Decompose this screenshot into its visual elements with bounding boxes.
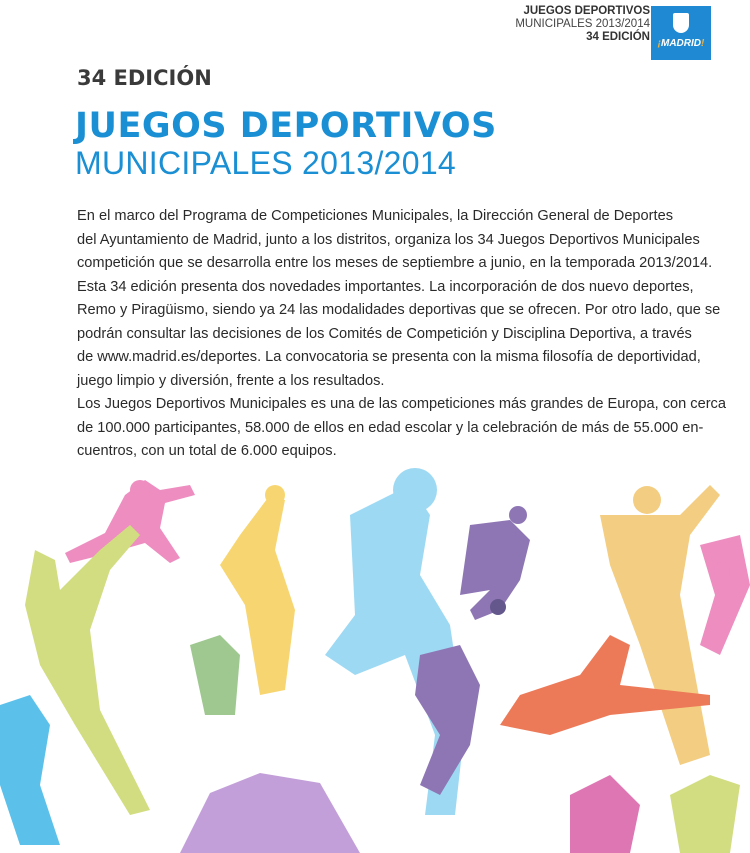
body-line: de www.madrid.es/deportes. La convocatoria se presenta con la misma filosofía de deportividad, — [77, 349, 701, 365]
header-line-3: 34 EDICIÓN — [586, 31, 650, 43]
header-line-1: JUEGOS DEPORTIVOS — [523, 5, 650, 17]
madrid-logo: ¡MADRID! — [651, 6, 711, 60]
martial-artist-silhouette — [65, 480, 195, 563]
ring-gymnast-silhouette — [600, 485, 720, 765]
body-line: juego limpio y diversión, frente a los resultados. — [77, 372, 385, 389]
baseball-player-silhouette — [415, 645, 480, 795]
header-text — [515, 5, 650, 44]
athletes-illustration — [0, 455, 750, 853]
body-line: cuentros, con un total de 6.000 equipos. — [77, 443, 337, 459]
body-line: del Ayuntamiento de Madrid, junto a los distritos, organiza los 34 Juegos Deportivos Municipales — [77, 231, 700, 248]
body-line: competición que se desarrolla entre los meses de septiembre a junio, en la temporada 2013/2014. — [77, 255, 713, 271]
body-line: En el marco del Programa de Competiciones Municipales, la Dirección General de Deportes — [77, 208, 673, 224]
page-title: JUEGOS DEPORTIVOS — [75, 106, 497, 146]
body-line: Remo y Piragüismo, siendo ya 24 las modalidades deportivas que se ofrecen. Por otro lado, que se — [77, 302, 721, 318]
gymnast-silhouette — [25, 525, 150, 815]
athlete-silhouette — [190, 635, 240, 715]
edition-label: 34 EDICIÓN — [77, 66, 212, 90]
child-silhouette — [0, 695, 60, 845]
body-line: Esta 34 edición presenta dos novedades importantes. La incorporación de dos nuevo deportes, — [77, 278, 694, 295]
body-line: de 100.000 participantes, 58.000 de ellos en edad escolar y la celebración de más de 55.000 en- — [77, 419, 704, 436]
page-subtitle: MUNICIPALES 2013/2014 — [75, 145, 457, 181]
coat-of-arms-icon — [673, 13, 689, 33]
body-line: Los Juegos Deportivos Municipales es una de las competiciones más grandes de Europa, con cerca — [77, 396, 726, 412]
figure-silhouette — [180, 773, 360, 853]
body-text — [77, 205, 726, 464]
volleyball-silhouette — [700, 535, 750, 655]
header-line-2: MUNICIPALES 2013/2014 — [515, 18, 650, 30]
runner-silhouette-right — [670, 775, 740, 853]
body-line: podrán consultar las decisiones de los Comités de Competición y Disciplina Deportiva, a través — [77, 325, 692, 342]
pitcher-silhouette — [570, 775, 640, 853]
